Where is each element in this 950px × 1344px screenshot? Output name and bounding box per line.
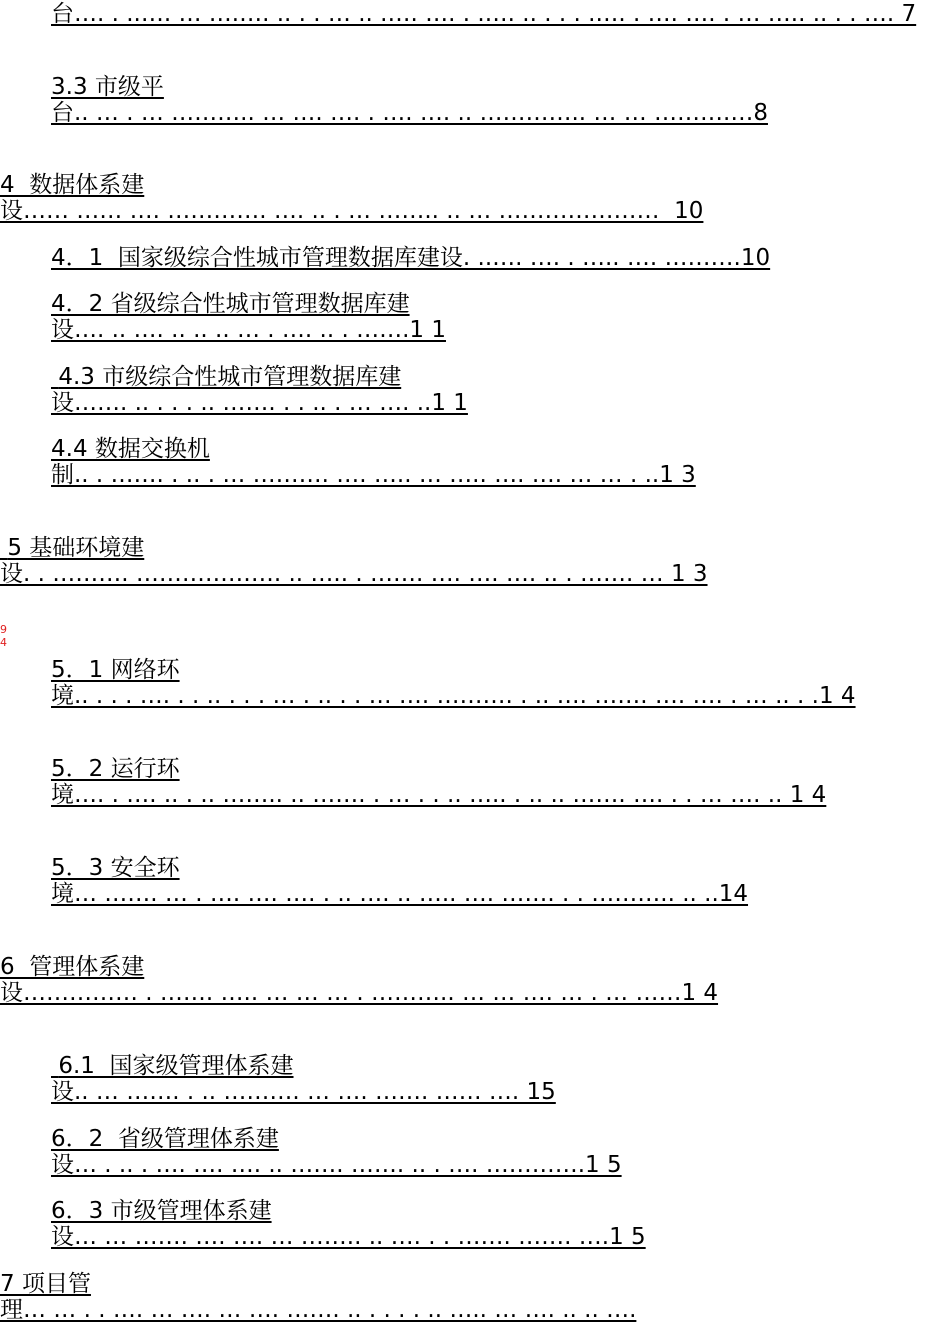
toc-entry-3-2-tail[interactable]: 台…. . ..…. … ….…. .. . . … .. .…. …. . .…. .. . . . .…. . …. …. . … ….. .. . . …. 7: [51, 1, 917, 27]
toc-entry-4-1[interactable]: 4．1 国家级综合性城市管理数据库建设. ..…. …. . ….. …. ……….10: [51, 245, 771, 271]
toc-entry-6-2[interactable]: 6．2 省级管理体系建 设… . .. . …. …. …. .. ……. ……. .. . …. ………….1 5: [51, 1126, 622, 1178]
toc-entry-6[interactable]: 6 管理体系建 设…………… . ……. ….. … … … . ……….. … … …. … . … ……1 4: [0, 954, 719, 1006]
toc-entry-5[interactable]: 5 基础环境建 设. . ………. ………………. .. ….. . ……. …. …. …. .. . ……. … 1 3: [0, 535, 708, 587]
toc-entry-4-3[interactable]: 4.3 市级综合性城市管理数据库建 设……. .. . . . .. ……. . . .. . … …. ..1 1: [51, 364, 468, 416]
toc-entry-4[interactable]: 4 数据体系建 设…… …… …. …………. …. .. . … …….. .. … ………………… 10: [0, 172, 704, 224]
toc-entry-4-2[interactable]: 4．2 省级综合性城市管理数据库建 设…. .. …. .. .. .. … . …. .. . …….1 1: [51, 291, 446, 343]
toc-entry-5-2[interactable]: 5．2 运行环 境…. . …. .. . .. …….. .. ……. . … . . .. ….. . .. .. ……. …. . . … …. .. 1 4: [51, 756, 827, 808]
toc-entry-5-1[interactable]: 5．1 网络环 境.. . . . …. . . .. . . . … . .. . . … …. ………. . .. …. ……. …. …. . … .. . .1 4: [51, 657, 856, 709]
toc-entry-4-4[interactable]: 4.4 数据交换机 制.. . ……. . .. . … ………. …. ….. … ….. …. …. … … . ..1 3: [51, 436, 696, 488]
margin-marker: 9 4: [0, 623, 7, 649]
toc-entry-6-3[interactable]: 6．3 市级管理体系建 设… … ……. …. …. … …….. .. …. . . ……. ……. ….1 5: [51, 1198, 646, 1250]
toc-entry-7[interactable]: 7 项目管 理… … . . …. … …. … …. ……. .. . . . . .. ….. … …. .. .. ….: [0, 1271, 637, 1323]
toc-entry-5-3[interactable]: 5．3 安全环 境… ……. … . …. …. …. . .. …. .. ….. …. ……. . . ……….. .. ..14: [51, 855, 749, 907]
toc-entry-6-1[interactable]: 6.1 国家级管理体系建 设.. … ……. . .. ………. … …. ……. …… …. 15: [51, 1053, 556, 1105]
toc-entry-3-3[interactable]: 3.3 市级平 台.. … . … ……….. … …. …. . …. …. .. ………….. … … ……….…8: [51, 74, 768, 126]
